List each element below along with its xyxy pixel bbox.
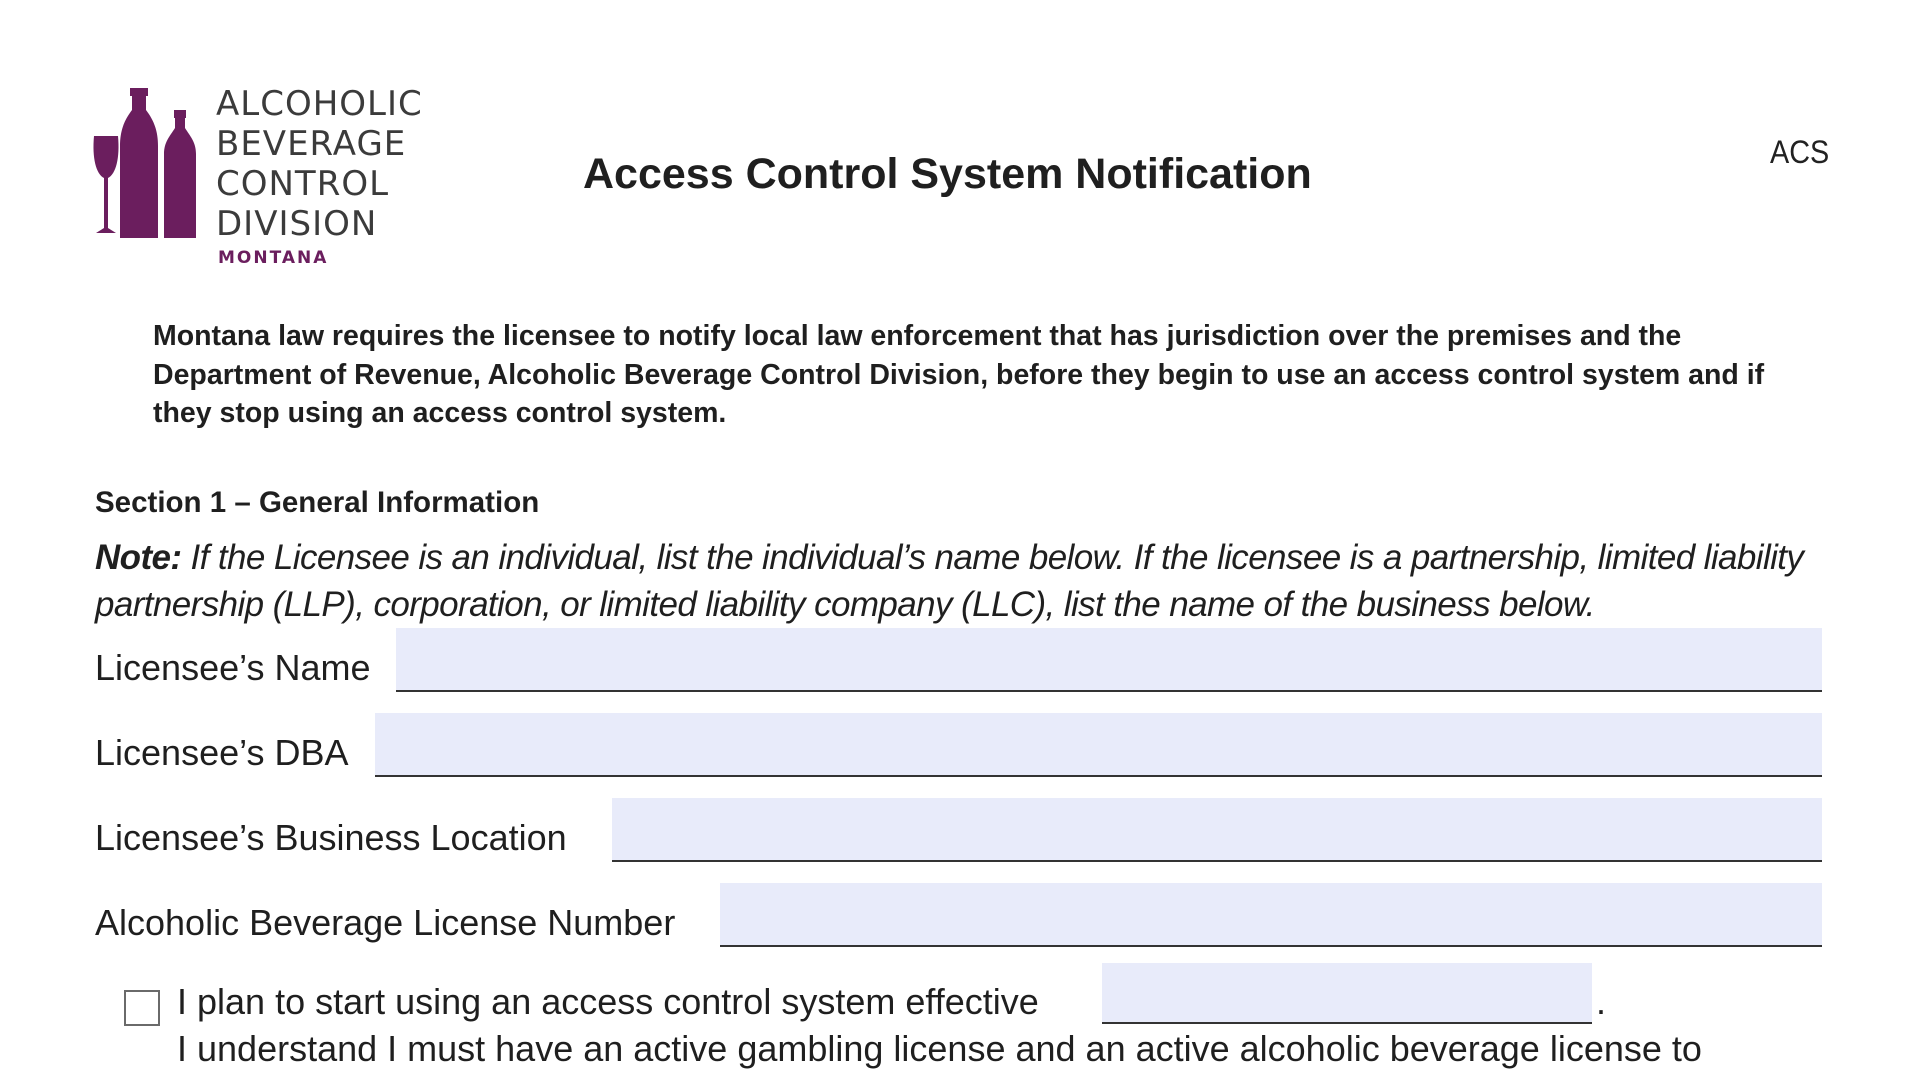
license-number-field[interactable] bbox=[720, 883, 1822, 947]
business-location-field[interactable] bbox=[612, 798, 1822, 862]
logo-line: BEVERAGE bbox=[216, 124, 407, 164]
logo-wordmark bbox=[216, 84, 423, 244]
licensee-name-field[interactable] bbox=[396, 628, 1822, 692]
abcd-logo bbox=[92, 84, 462, 274]
period: . bbox=[1596, 981, 1607, 1022]
intro-paragraph: Montana law requires the licensee to notify local law enforcement that has jurisdiction over the premises and the Department of Revenue, Alcoholic Beverage Control Division, before they begin to use an access control system and if they stop using an access control system. bbox=[153, 320, 1765, 429]
section-note bbox=[95, 534, 1835, 628]
logo-line: CONTROL bbox=[216, 164, 390, 204]
licensee-dba-field[interactable] bbox=[375, 713, 1822, 777]
start-using-text: I plan to start using an access control system effective bbox=[177, 981, 1039, 1022]
logo-line: ALCOHOLIC bbox=[216, 84, 423, 124]
license-number-label: Alcoholic Beverage License Number bbox=[95, 902, 676, 943]
page-title: Access Control System Notification bbox=[583, 150, 1312, 198]
section-heading: Section 1 – General Information bbox=[95, 486, 540, 519]
licensee-name-label: Licensee’s Name bbox=[95, 647, 371, 688]
business-location-label: Licensee’s Business Location bbox=[95, 817, 567, 858]
logo-line: DIVISION bbox=[216, 204, 378, 244]
form-code: ACS bbox=[1770, 134, 1830, 170]
note-text: If the Licensee is an individual, list the individual’s name below. If the licensee is a partnership, limited liability partnership (LLP), corporation, or limited liability company (LLC), list the name of the business below. bbox=[95, 538, 1804, 624]
note-label: Note: bbox=[95, 538, 182, 577]
effective-date-field[interactable] bbox=[1102, 963, 1592, 1024]
understand-text: I understand I must have an active gambling license and an active alcoholic beverage license to bbox=[177, 1028, 1702, 1069]
bottles-logo-icon bbox=[92, 88, 204, 240]
logo-state: MONTANA bbox=[218, 248, 329, 268]
licensee-dba-label: Licensee’s DBA bbox=[95, 732, 349, 773]
start-using-checkbox[interactable] bbox=[124, 990, 160, 1026]
